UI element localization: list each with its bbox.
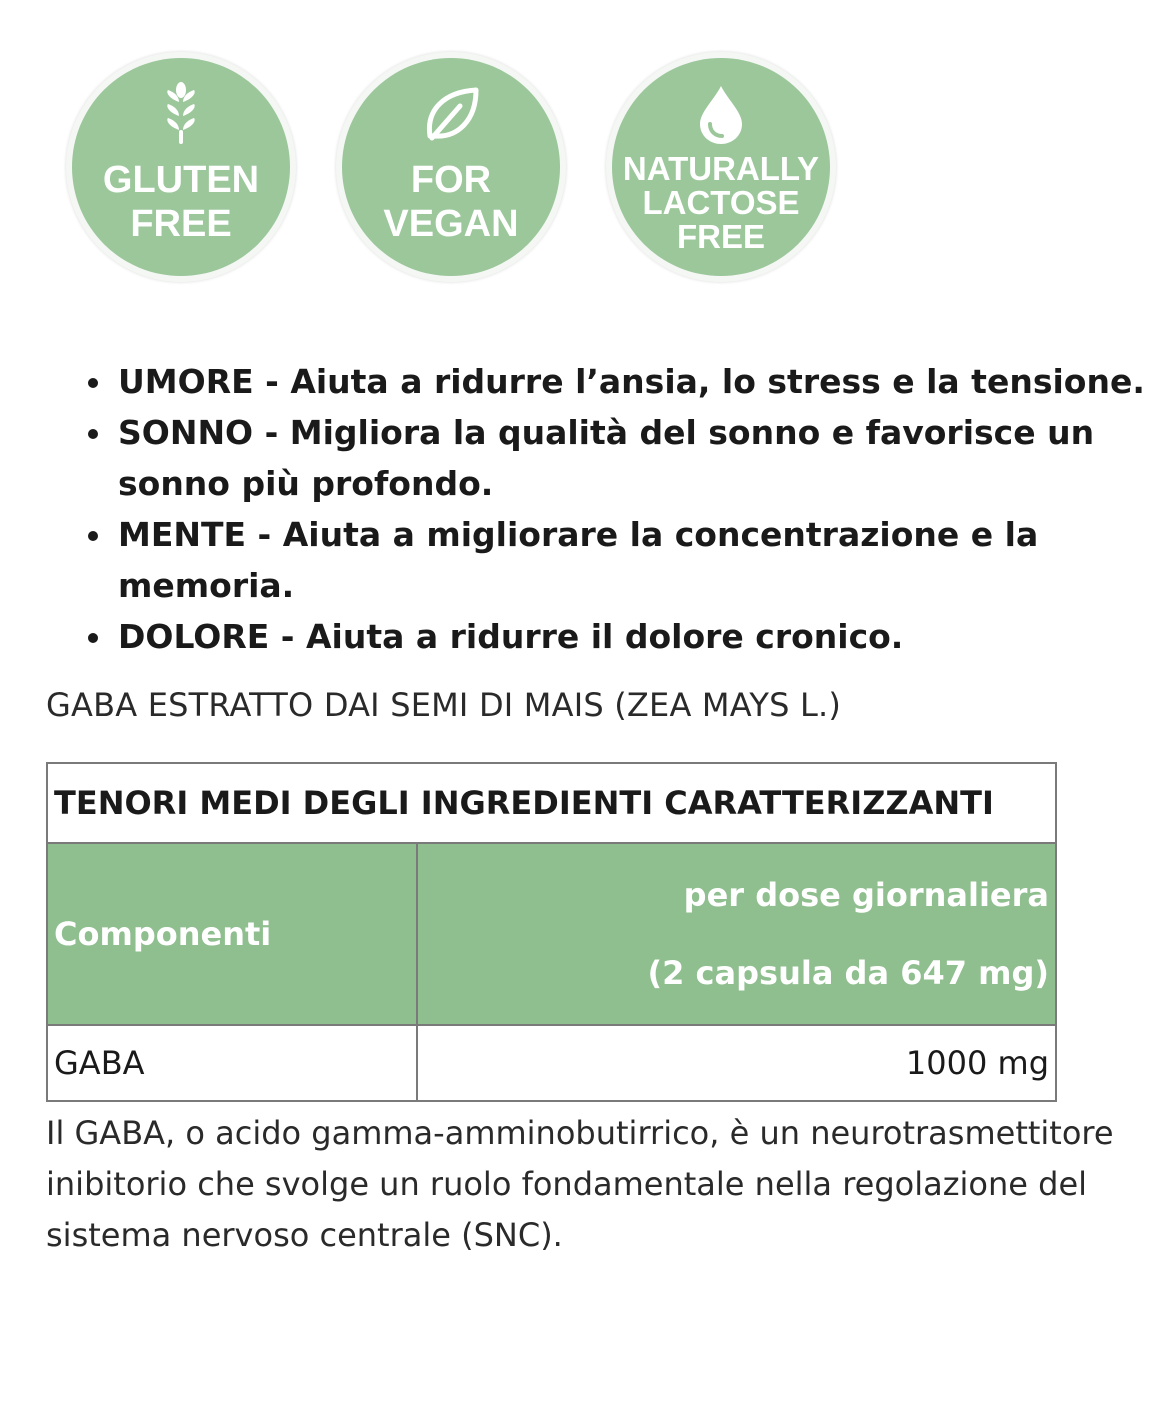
list-item	[86, 407, 1156, 509]
header-dose-line1: per dose giornaliera	[683, 876, 1049, 914]
ingredients-table	[46, 762, 1057, 1102]
header-dose-line2: (2 capsula da 647 mg)	[647, 954, 1049, 992]
row-amount: 1000 mg	[417, 1025, 1056, 1101]
benefits-list	[86, 356, 1156, 662]
bullet-dot	[88, 531, 98, 541]
gluten-free-text: GLUTEN FREE	[102, 159, 260, 245]
benefit-text: MENTE - Aiuta a migliorare la concentrazione e la memoria.	[118, 515, 1039, 605]
bullet-dot	[88, 378, 98, 388]
benefit-text: DOLORE - Aiuta a ridurre il dolore cronico.	[118, 617, 904, 656]
header-component: Componenti	[47, 843, 417, 1025]
vegan-text: FOR VEGAN	[383, 159, 519, 245]
drop-icon	[686, 80, 756, 150]
table-row	[47, 1025, 1056, 1101]
badges-row	[66, 52, 846, 292]
lactose-free-badge	[606, 52, 836, 282]
gluten-free-badge	[66, 52, 296, 282]
benefit-text: UMORE - Aiuta a ridurre l’ansia, lo stress e la tensione.	[118, 362, 1145, 401]
list-item	[86, 509, 1156, 611]
list-item	[86, 611, 1156, 662]
header-dose	[417, 843, 1056, 1025]
bullet-dot	[88, 429, 98, 439]
list-item	[86, 356, 1156, 407]
lactose-free-text: NATURALLY LACTOSE FREE	[622, 150, 820, 255]
table-title: TENORI MEDI DEGLI INGREDIENTI CARATTERIZZANTI	[47, 763, 1056, 843]
table-header-row	[47, 843, 1056, 1025]
benefit-text: SONNO - Migliora la qualità del sonno e favorisce un sonno più profondo.	[118, 413, 1095, 503]
leaf-icon	[416, 80, 486, 150]
description-text: Il GABA, o acido gamma-amminobutirrico, è un neurotrasmettitore inibitorio che svolge un ruolo fondamentale nella regolazione del sistema nervoso centrale (SNC).	[46, 1114, 1114, 1254]
wheat-icon	[146, 80, 216, 150]
source-line: GABA ESTRATTO DAI SEMI DI MAIS (ZEA MAYS L.)	[46, 686, 842, 724]
row-component: GABA	[47, 1025, 417, 1101]
vegan-badge	[336, 52, 566, 282]
bullet-dot	[88, 633, 98, 643]
